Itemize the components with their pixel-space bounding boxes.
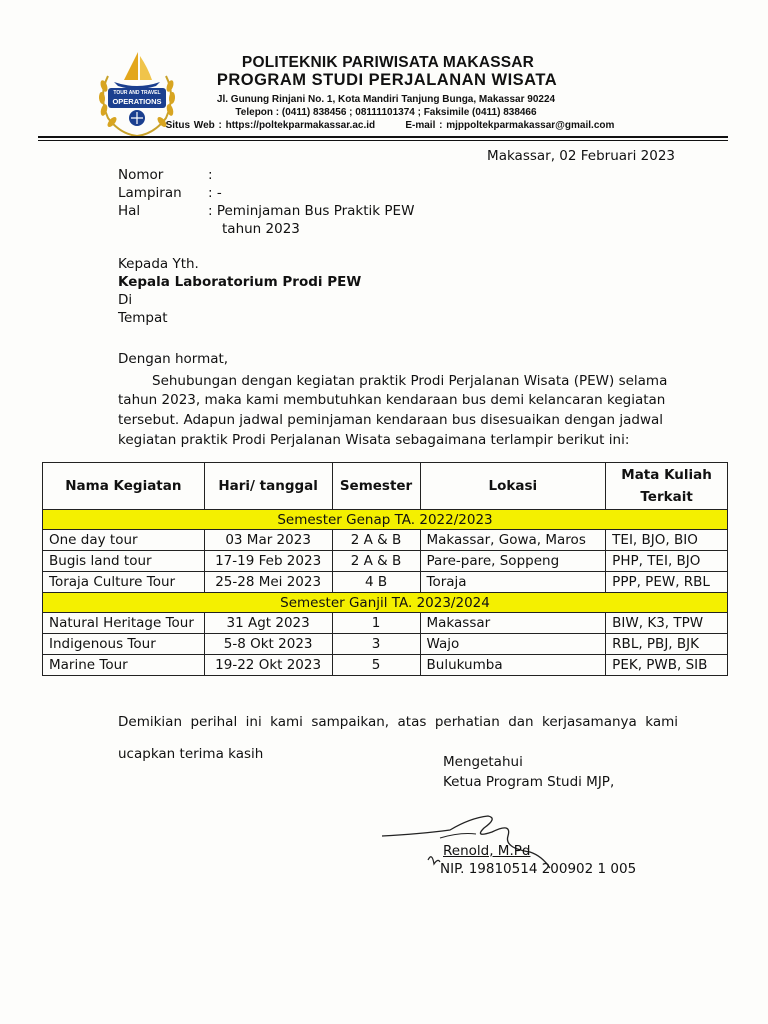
table-cell: 1 — [332, 613, 420, 634]
hal-value-1: : Peminjaman Bus Praktik PEW — [208, 203, 415, 219]
table-cell: 31 Agt 2023 — [204, 613, 332, 634]
table-cell: One day tour — [43, 530, 205, 551]
table-cell: 4 B — [332, 572, 420, 593]
section-row — [43, 510, 728, 530]
table-cell: 2 A & B — [332, 530, 420, 551]
body-line-3: tersebut. Adapun jadwal peminjaman kendaraan bus disesuaikan dengan jadwal — [118, 412, 664, 428]
table-cell: Toraja — [420, 572, 606, 593]
table-cell: RBL, PBJ, BJK — [606, 634, 728, 655]
header-hari-tanggal: Hari/ tanggal — [204, 463, 332, 510]
program-name: PROGRAM STUDI PERJALANAN WISATA — [216, 71, 558, 89]
table-row — [43, 613, 728, 634]
table-cell: Marine Tour — [43, 655, 205, 676]
nomor-value: : — [208, 167, 213, 183]
table-cell: 2 A & B — [332, 551, 420, 572]
table-cell: Pare-pare, Soppeng — [420, 551, 606, 572]
table-cell: Makassar — [420, 613, 606, 634]
header-semester: Semester — [332, 463, 420, 510]
header-mata-kuliah — [606, 463, 728, 510]
schedule-table — [42, 462, 728, 676]
table-cell: Makassar, Gowa, Maros — [420, 530, 606, 551]
closing-paragraph — [118, 706, 678, 770]
address-line: Jl. Gunung Rinjani No. 1, Kota Mandiri Tanjung Bunga, Makassar 90224 — [216, 94, 556, 105]
hal-value-2: tahun 2023 — [222, 221, 300, 237]
table-cell: 25-28 Mei 2023 — [204, 572, 332, 593]
table-header-row — [43, 463, 728, 510]
table-cell: 5 — [332, 655, 420, 676]
table-cell: TEI, BJO, BIO — [606, 530, 728, 551]
table-cell: Toraja Culture Tour — [43, 572, 205, 593]
table-cell: PPP, PEW, RBL — [606, 572, 728, 593]
table-cell: 17-19 Feb 2023 — [204, 551, 332, 572]
table-cell: 3 — [332, 634, 420, 655]
table-cell: BIW, K3, TPW — [606, 613, 728, 634]
section-title: Semester Ganjil TA. 2023/2024 — [43, 593, 728, 613]
table-cell: 5-8 Okt 2023 — [204, 634, 332, 655]
body-line-1: Sehubungan dengan kegiatan praktik Prodi Perjalanan Wisata (PEW) selama — [152, 373, 668, 389]
signer-name: Renold, M.Pd — [443, 843, 531, 859]
recipient-tempat: Tempat — [118, 310, 168, 326]
header-lokasi: Lokasi — [420, 463, 606, 510]
recipient-name: Kepala Laboratorium Prodi PEW — [118, 274, 362, 290]
table-cell: Bugis land tour — [43, 551, 205, 572]
table-row — [43, 655, 728, 676]
closing-line-2: ucapkan terima kasih — [118, 746, 264, 762]
institution-name: POLITEKNIK PARIWISATA MAKASSAR — [241, 54, 535, 71]
table-cell: Natural Heritage Tour — [43, 613, 205, 634]
signer-nip: NIP. 19810514 200902 1 005 — [440, 861, 637, 877]
header-nama-kegiatan: Nama Kegiatan — [43, 463, 205, 510]
nomor-label: Nomor — [118, 167, 164, 183]
recipient-greeting: Kepada Yth. — [118, 256, 199, 272]
web-email-line: Situs Web : https://poltekparmakassar.ac.id E-mail : mjppoltekparmakassar@gmail.com — [165, 120, 615, 131]
table-cell: PEK, PWB, SIB — [606, 655, 728, 676]
letter-date: Makassar, 02 Februari 2023 — [487, 148, 675, 164]
letterhead-rule-thick — [38, 136, 728, 138]
header-mata-kuliah-line2: Terkait — [640, 489, 693, 505]
closing-line-1: Demikian perihal ini kami sampaikan, atas perhatian dan kerjasamanya kami — [118, 714, 678, 730]
logo-text-top: TOUR AND TRAVEL — [113, 90, 161, 96]
header-mata-kuliah-line1: Mata Kuliah — [621, 467, 712, 483]
table-cell: Indigenous Tour — [43, 634, 205, 655]
table-row — [43, 572, 728, 593]
hal-label: Hal — [118, 203, 141, 219]
salutation: Dengan hormat, — [118, 351, 229, 367]
body-line-4: kegiatan praktik Prodi Perjalanan Wisata sebagaimana terlampir berikut ini: — [118, 432, 630, 448]
signer-title: Ketua Program Studi MJP, — [443, 774, 615, 790]
logo-text-main: OPERATIONS — [112, 97, 162, 106]
section-title: Semester Genap TA. 2022/2023 — [43, 510, 728, 530]
letterhead-rule-thin — [38, 140, 728, 141]
mengetahui-label: Mengetahui — [443, 754, 523, 770]
body-line-2: tahun 2023, maka kami membutuhkan kendaraan bus demi kelancaran kegiatan — [118, 392, 666, 408]
table-cell: 19-22 Okt 2023 — [204, 655, 332, 676]
table-cell: Bulukumba — [420, 655, 606, 676]
table-cell: 03 Mar 2023 — [204, 530, 332, 551]
phone-line: Telepon : (0411) 838456 ; 08111101374 ; Faksimile (0411) 838466 — [235, 107, 537, 118]
table-row — [43, 530, 728, 551]
table-cell: PHP, TEI, BJO — [606, 551, 728, 572]
table-cell: Wajo — [420, 634, 606, 655]
lampiran-label: Lampiran — [118, 185, 182, 201]
lampiran-value: : - — [208, 185, 222, 201]
table-row — [43, 551, 728, 572]
table-row — [43, 634, 728, 655]
section-row — [43, 593, 728, 613]
recipient-di: Di — [118, 292, 133, 308]
